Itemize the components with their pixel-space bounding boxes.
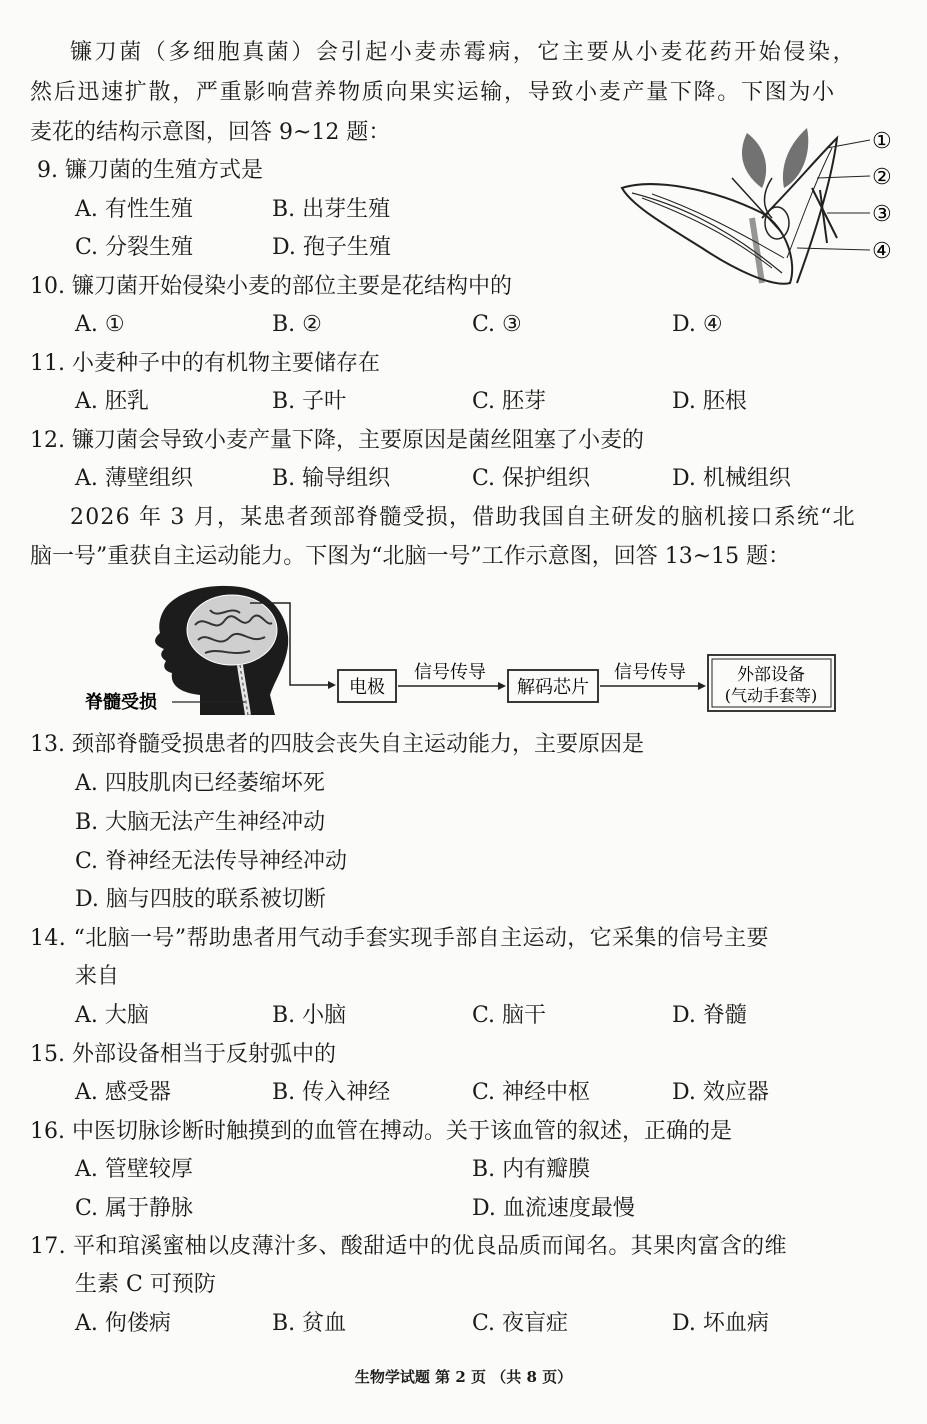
flower-label-2: ② <box>872 165 892 190</box>
intro2-line-2: 脑一号”重获自主运动能力。下图为“北脑一号”工作示意图，回答 13~15 题： <box>30 544 791 569</box>
q10-stem: 10. 镰刀菌开始侵染小麦的部位主要是花结构中的 <box>30 274 512 299</box>
q16-option-d: D. 血流速度最慢 <box>472 1196 635 1221</box>
q14-option-a: A. 大脑 <box>75 1003 149 1028</box>
signal-label-2: 信号传导 <box>614 662 686 683</box>
q15-option-d: D. 效应器 <box>672 1080 769 1105</box>
wheat-flower-diagram <box>612 118 902 318</box>
q9-stem: 9. 镰刀菌的生殖方式是 <box>37 158 263 183</box>
flower-label-3: ③ <box>872 202 892 227</box>
intro1-line-2: 然后迅速扩散，严重影响营养物质向果实运输，导致小麦产量下降。下图为小 <box>30 80 836 105</box>
external-device-line-2: (气动手套等) <box>724 686 818 705</box>
q17-stem-line-1: 17. 平和琯溪蜜柚以皮薄汁多、酸甜适中的优良品质而闻名。其果肉富含的维 <box>30 1234 787 1259</box>
q13-option-a: A. 四肢肌肉已经萎缩坏死 <box>75 771 325 796</box>
q9-option-c: C. 分裂生殖 <box>75 235 194 260</box>
q11-option-b: B. 子叶 <box>272 389 347 414</box>
q17-option-c: C. 夜盲症 <box>472 1311 569 1336</box>
external-device-line-1: 外部设备 <box>737 665 805 685</box>
q13-option-d: D. 脑与四肢的联系被切断 <box>75 887 326 912</box>
q10-option-a: A. ① <box>75 312 125 337</box>
q10-option-b: B. ② <box>272 312 322 337</box>
q17-option-d: D. 坏血病 <box>672 1311 769 1336</box>
bci-diagram <box>80 585 850 720</box>
q11-option-a: A. 胚乳 <box>75 389 149 414</box>
spinal-damage-label: 脊髓受损 <box>85 692 157 713</box>
flower-label-4: ④ <box>872 239 892 264</box>
q17-option-b: B. 贫血 <box>272 1311 347 1336</box>
intro1-line-1: 镰刀菌（多细胞真菌）会引起小麦赤霉病，它主要从小麦花药开始侵染， <box>70 40 858 65</box>
brain <box>187 595 277 665</box>
q12-option-c: C. 保护组织 <box>472 466 591 491</box>
q16-stem: 16. 中医切脉诊断时触摸到的血管在搏动。关于该血管的叙述，正确的是 <box>30 1119 732 1144</box>
q10-option-d: D. ④ <box>672 312 723 337</box>
q14-stem-line-1: 14. “北脑一号”帮助患者用气动手套实现手部自主运动，它采集的信号主要 <box>30 926 769 951</box>
q14-stem-line-2: 来自 <box>75 964 120 989</box>
signal-label-1: 信号传导 <box>414 662 486 683</box>
q17-option-a: A. 佝偻病 <box>75 1311 171 1336</box>
q12-option-a: A. 薄壁组织 <box>75 466 193 491</box>
q17-stem-line-2: 生素 C 可预防 <box>75 1272 216 1297</box>
q9-option-a: A. 有性生殖 <box>75 197 193 222</box>
q16-option-a: A. 管壁较厚 <box>75 1157 193 1182</box>
q11-option-c: C. 胚芽 <box>472 389 547 414</box>
q15-option-a: A. 感受器 <box>75 1080 171 1105</box>
q15-option-b: B. 传入神经 <box>272 1080 391 1105</box>
q12-stem: 12. 镰刀菌会导致小麦产量下降，主要原因是菌丝阻塞了小麦的 <box>30 428 644 453</box>
q16-option-c: C. 属于静脉 <box>75 1196 194 1221</box>
q13-option-c: C. 脊神经无法传导神经冲动 <box>75 849 348 874</box>
q14-option-c: C. 脑干 <box>472 1003 547 1028</box>
q9-option-d: D. 孢子生殖 <box>272 235 391 260</box>
intro1-line-3: 麦花的结构示意图，回答 9~12 题： <box>30 120 391 145</box>
flower-label-1: ① <box>872 129 892 154</box>
q12-option-b: B. 输导组织 <box>272 466 391 491</box>
intro2-line-1: 2026 年 3 月，某患者颈部脊髓受损，借助我国自主研发的脑机接口系统“北 <box>70 505 856 530</box>
page-footer: 生物学试题 第 2 页 （共 8 页） <box>354 1368 573 1386</box>
q15-option-c: C. 神经中枢 <box>472 1080 591 1105</box>
q10-option-c: C. ③ <box>472 312 522 337</box>
q16-option-b: B. 内有瓣膜 <box>472 1157 591 1182</box>
q13-stem: 13. 颈部脊髓受损患者的四肢会丧失自主运动能力，主要原因是 <box>30 732 644 757</box>
q14-option-b: B. 小脑 <box>272 1003 347 1028</box>
q14-option-d: D. 脊髓 <box>672 1003 747 1028</box>
q15-stem: 15. 外部设备相当于反射弧中的 <box>30 1042 336 1067</box>
decoder-chip-box: 解码芯片 <box>517 677 589 698</box>
q9-option-b: B. 出芽生殖 <box>272 197 391 222</box>
q12-option-d: D. 机械组织 <box>672 466 791 491</box>
electrode-box: 电极 <box>349 677 385 698</box>
q13-option-b: B. 大脑无法产生神经冲动 <box>75 810 326 835</box>
q11-option-d: D. 胚根 <box>672 389 747 414</box>
q11-stem: 11. 小麦种子中的有机物主要储存在 <box>30 351 380 376</box>
